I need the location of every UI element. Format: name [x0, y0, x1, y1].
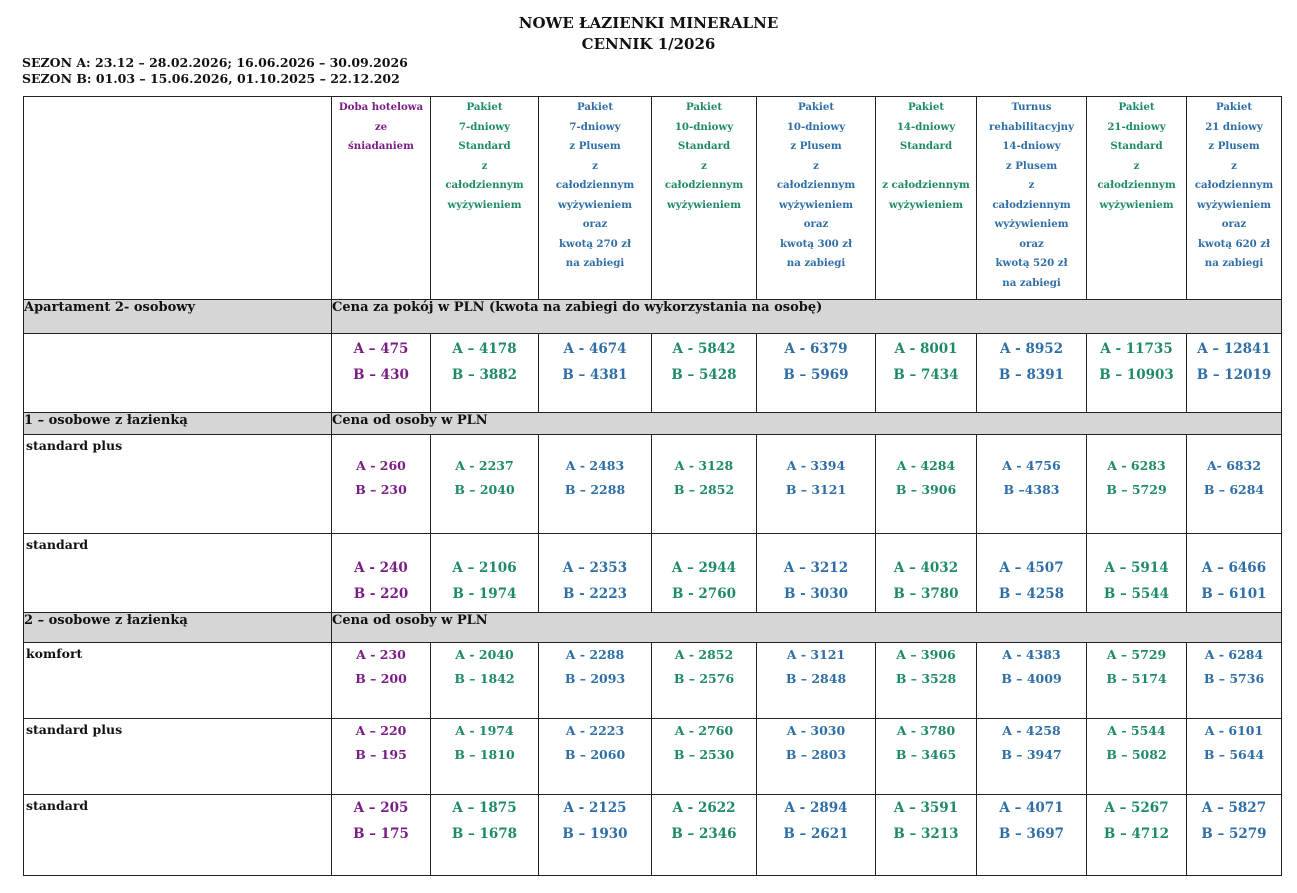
column-header-line: całodziennym: [776, 179, 856, 191]
season-a-price: A – 5729: [1106, 647, 1167, 662]
season-b-price: B – 7434: [893, 367, 959, 383]
season-b-price: B – 2060: [564, 747, 626, 762]
column-header-line: wyżywieniem: [1099, 198, 1174, 211]
season-a-dates: SEZON A: 23.12 – 28.02.2026; 16.06.2026 – 30.09.2026: [22, 55, 408, 70]
room-type-label: standard plus: [24, 435, 332, 534]
price-cell: [876, 719, 977, 795]
season-a-price: A - 2622: [672, 800, 736, 816]
season-b-price: B – 3780: [893, 586, 959, 602]
price-cell: [539, 719, 652, 795]
column-header-line: kwotą 270 zł: [559, 237, 631, 250]
price-cell: [1087, 334, 1187, 413]
season-a-price: A - 230: [356, 647, 406, 662]
season-b-price: B – 6101: [1201, 586, 1267, 602]
column-header-line: wyżywieniem: [447, 198, 522, 211]
season-a-price: A - 2894: [784, 800, 848, 816]
season-a-price: A – 5827: [1201, 800, 1267, 816]
season-b-price: B – 2852: [673, 482, 735, 497]
column-header-line: całodziennym: [445, 179, 524, 191]
column-header-line: całodziennym: [1194, 179, 1274, 191]
season-a-price: A - 3128: [674, 458, 734, 473]
season-b-price: B – 200: [355, 671, 407, 686]
season-b-price: B – 4009: [1001, 671, 1062, 686]
column-header-line: Pakiet: [797, 101, 835, 113]
price-cell: [431, 334, 539, 413]
price-cell: [876, 795, 977, 876]
price-row: [24, 719, 1282, 795]
price-cell: [876, 334, 977, 413]
price-cell: [652, 435, 757, 534]
document-title: NOWE ŁAZIENKI MINERALNE: [518, 14, 779, 32]
room-type-label: komfort: [24, 643, 332, 719]
season-b-price: B – 1842: [454, 671, 515, 686]
season-a-price: A - 3394: [786, 458, 846, 473]
price-cell: [876, 435, 977, 534]
season-a-price: A - 4756: [1002, 458, 1061, 473]
price-cell: [652, 334, 757, 413]
season-b-price: B – 8391: [998, 367, 1065, 383]
column-header-line: Pakiet: [1118, 101, 1155, 113]
season-b-price: B – 5174: [1106, 671, 1167, 686]
column-header-line: z Plusem: [1005, 159, 1058, 172]
price-table: [23, 96, 1282, 876]
column-header-line: całodziennym: [992, 198, 1071, 211]
season-a-price: A - 4674: [563, 341, 627, 357]
season-a-price: A – 3212: [783, 560, 849, 576]
column-header-line: 10-dniowy: [674, 120, 734, 133]
season-b-price: B –4383: [1003, 482, 1060, 497]
season-b-price: B – 5644: [1203, 747, 1265, 762]
season-b-price: B – 5428: [671, 367, 737, 383]
season-b-price: B – 2530: [673, 747, 735, 762]
season-b-price: B - 220: [353, 586, 409, 602]
column-header-line: wyżywieniem: [888, 198, 964, 211]
season-b-price: B - 2223: [563, 586, 627, 602]
season-a-price: A - 2223: [565, 723, 625, 738]
column-header-line: z: [481, 159, 488, 172]
price-cell: [431, 643, 539, 719]
season-a-price: A - 5544: [1107, 723, 1166, 738]
season-b-price: B – 2803: [785, 747, 847, 762]
column-header-line: Pakiet: [466, 101, 503, 113]
column-header-line: Pakiet: [1215, 101, 1253, 113]
column-header: [977, 97, 1087, 300]
price-row: [24, 643, 1282, 719]
price-cell: [1087, 719, 1187, 795]
column-header-line: wyżywieniem: [1196, 198, 1272, 211]
season-a-price: A - 8952: [999, 341, 1064, 357]
column-header-line: Standard: [899, 140, 953, 152]
column-header-line: na zabiegi: [1002, 276, 1061, 289]
season-a-price: A - 2483: [565, 458, 625, 473]
section-header-row: [24, 413, 1282, 435]
season-b-price: B – 1810: [454, 747, 515, 762]
section-label: 1 – osobowe z łazienką: [24, 413, 332, 435]
column-header-line: 14-dniowy: [1002, 140, 1061, 152]
price-cell: [1187, 334, 1282, 413]
column-header-line: całodziennym: [555, 179, 635, 191]
season-a-price: A – 205: [353, 800, 409, 816]
season-b-price: B – 3947: [1001, 747, 1062, 762]
season-b-price: B – 3906: [895, 482, 957, 497]
season-b-price: B – 230: [355, 482, 407, 497]
season-a-price: A – 2106: [452, 560, 517, 576]
season-a-price: A – 3591: [893, 800, 959, 816]
column-header-line: 7-dniowy Standard: [458, 120, 511, 152]
season-b-price: B – 175: [353, 826, 409, 842]
price-cell: [977, 643, 1087, 719]
column-header: [757, 97, 876, 300]
season-b-price: B – 2093: [564, 671, 626, 686]
price-cell: [977, 334, 1087, 413]
column-header: [652, 97, 757, 300]
season-b-price: B – 5279: [1201, 826, 1267, 842]
price-cell: [757, 334, 876, 413]
section-header-row: [24, 613, 1282, 643]
room-type-label: standard plus: [24, 719, 332, 795]
season-a-price: A- 6832: [1206, 458, 1262, 473]
season-b-price: B – 5736: [1203, 671, 1265, 686]
column-header-line: całodziennym: [1097, 179, 1176, 191]
price-cell: [757, 643, 876, 719]
season-a-price: A – 6466: [1201, 560, 1267, 576]
season-b-price: B – 2848: [785, 671, 847, 686]
column-header-line: 21-dniowy: [1107, 120, 1166, 133]
season-a-price: A – 1875: [452, 800, 517, 816]
header-corner-cell: [24, 97, 332, 300]
season-a-price: A - 6101: [1204, 723, 1264, 738]
price-row: [24, 435, 1282, 534]
season-a-price: A - 2852: [674, 647, 734, 662]
season-a-price: A - 2760: [674, 723, 734, 738]
price-cell: [431, 534, 539, 613]
column-header: [876, 97, 977, 300]
season-b-price: B – 4712: [1103, 826, 1170, 842]
price-cell: [876, 643, 977, 719]
column-header-line: z Plusem: [790, 140, 842, 152]
column-header-line: na zabiegi: [1204, 257, 1264, 269]
season-a-price: A - 3121: [786, 647, 846, 662]
season-b-price: B – 3121: [785, 482, 847, 497]
season-a-price: A - 8001: [894, 341, 958, 357]
price-cell: [977, 795, 1087, 876]
price-cell: [332, 643, 431, 719]
column-header-line: z Plusem: [569, 140, 621, 152]
price-cell: [539, 643, 652, 719]
price-cell: [652, 643, 757, 719]
price-cell: [431, 719, 539, 795]
season-a-price: A - 1974: [455, 723, 514, 738]
price-cell: [757, 795, 876, 876]
section-label: 2 – osobowe z łazienką: [24, 613, 332, 643]
column-header-line: 10-dniowy: [786, 120, 846, 133]
room-type-label: [24, 334, 332, 413]
price-cell: [876, 534, 977, 613]
column-header-line: Pakiet: [907, 101, 945, 113]
season-b-price: B – 2621: [783, 826, 849, 842]
section-header-row: [24, 300, 1282, 334]
season-b-price: B – 5729: [1106, 482, 1167, 497]
price-cell: [1087, 643, 1187, 719]
price-cell: [1087, 534, 1187, 613]
price-cell: [1087, 795, 1187, 876]
price-cell: [539, 795, 652, 876]
season-b-price: B – 3882: [451, 367, 518, 383]
column-header-line: kwotą 300 zł: [780, 237, 852, 250]
season-b-price: B – 195: [355, 747, 407, 762]
column-header-line: wyżywieniem: [778, 198, 854, 211]
column-header-line: [876, 157, 976, 177]
season-a-price: A - 240: [354, 560, 408, 576]
season-b-price: B – 6284: [1203, 482, 1265, 497]
price-cell: [652, 719, 757, 795]
season-b-price: B – 2346: [671, 826, 737, 842]
season-a-price: A – 2353: [562, 560, 628, 576]
column-header-line: oraz: [803, 218, 829, 230]
season-b-price: B – 5082: [1106, 747, 1167, 762]
price-cell: [652, 534, 757, 613]
season-a-price: A – 4032: [893, 560, 959, 576]
season-a-price: A - 2237: [455, 458, 514, 473]
price-cell: [757, 719, 876, 795]
season-b-dates: SEZON B: 01.03 – 15.06.2026, 01.10.2025 – 22.12.202: [22, 71, 400, 86]
section-note: Cena od osoby w PLN: [332, 613, 1282, 643]
column-header-line: z: [1133, 159, 1140, 172]
season-b-price: B – 3697: [998, 826, 1065, 842]
column-header: [431, 97, 539, 300]
season-a-price: A – 12841: [1197, 341, 1271, 357]
column-header-line: z: [701, 159, 707, 172]
column-header-line: z całodziennym: [882, 179, 970, 191]
season-a-price: A - 2125: [563, 800, 627, 816]
column-header-line: Pakiet: [576, 101, 614, 113]
season-b-price: B – 1930: [562, 826, 628, 842]
price-row: [24, 334, 1282, 413]
season-a-price: A - 4284: [896, 458, 956, 473]
column-header-line: Standard: [1110, 140, 1163, 152]
column-header-line: z: [592, 159, 598, 172]
season-b-price: B – 4258: [998, 586, 1065, 602]
season-b-price: B – 2576: [673, 671, 735, 686]
season-b-price: B – 10903: [1099, 367, 1174, 383]
price-cell: [1087, 435, 1187, 534]
column-header-line: oraz: [1221, 218, 1247, 230]
season-b-price: B – 2040: [454, 482, 515, 497]
document-subtitle: CENNIK 1/2026: [581, 35, 716, 53]
season-a-price: A - 5842: [672, 341, 736, 357]
column-header-line: Doba hotelowa: [338, 101, 424, 113]
column-header-line: z: [1028, 179, 1035, 191]
price-cell: [332, 334, 431, 413]
price-cell: [1187, 719, 1282, 795]
column-header: [332, 97, 431, 300]
season-b-price: B – 5969: [783, 367, 849, 383]
season-b-price: B – 12019: [1196, 367, 1272, 383]
table-header-row: [24, 97, 1282, 300]
season-a-price: A - 11735: [1100, 341, 1173, 357]
column-header-line: 14-dniowy: [896, 120, 956, 133]
season-a-price: A - 260: [356, 458, 406, 473]
column-header-line: rehabilitacyjny: [988, 120, 1075, 133]
section-note: Cena od osoby w PLN: [332, 413, 1282, 435]
column-header-line: ze: [374, 120, 388, 133]
season-a-price: A - 6283: [1107, 458, 1166, 473]
column-header-line: na zabiegi: [786, 257, 846, 269]
price-cell: [539, 534, 652, 613]
season-a-price: A – 4071: [999, 800, 1064, 816]
season-b-price: B – 3213: [893, 826, 959, 842]
column-header-line: kwotą 520 zł: [995, 257, 1068, 269]
column-header-line: Standard: [677, 140, 731, 152]
season-a-price: A - 3030: [786, 723, 846, 738]
season-a-price: A – 3906: [896, 647, 956, 662]
section-note: Cena za pokój w PLN (kwota na zabiegi do wykorzystania na osobę): [332, 300, 1282, 334]
season-b-price: B – 430: [353, 367, 409, 383]
price-cell: [977, 534, 1087, 613]
column-header-line: z: [813, 159, 819, 172]
column-header: [539, 97, 652, 300]
season-b-price: B – 2288: [564, 482, 626, 497]
column-header: [1087, 97, 1187, 300]
season-a-price: A – 5914: [1104, 560, 1169, 576]
season-a-price: A - 3780: [896, 723, 956, 738]
season-b-price: B - 1974: [452, 586, 517, 602]
column-header-line: oraz: [582, 218, 608, 230]
season-b-price: B – 5544: [1103, 586, 1170, 602]
price-cell: [332, 719, 431, 795]
column-header: [1187, 97, 1282, 300]
season-a-price: A – 220: [355, 723, 407, 738]
season-b-price: B – 3528: [895, 671, 957, 686]
season-a-price: A - 6379: [784, 341, 848, 357]
column-header-line: śniadaniem: [348, 140, 414, 152]
price-cell: [757, 534, 876, 613]
season-b-price: B – 4381: [562, 367, 628, 383]
column-header-line: całodziennym: [664, 179, 744, 191]
price-cell: [431, 435, 539, 534]
price-cell: [1187, 643, 1282, 719]
price-cell: [757, 435, 876, 534]
room-type-label: standard: [24, 534, 332, 613]
price-cell: [1187, 534, 1282, 613]
column-header-line: na zabiegi: [565, 257, 625, 269]
column-header-line: wyżywieniem: [666, 198, 742, 211]
season-a-price: A - 4258: [1002, 723, 1061, 738]
season-a-price: A - 6284: [1204, 647, 1264, 662]
price-cell: [652, 795, 757, 876]
price-cell: [977, 435, 1087, 534]
column-header-line: 21 dniowy: [1205, 120, 1263, 133]
season-b-price: B - 3030: [784, 586, 848, 602]
season-a-price: A - 2040: [455, 647, 514, 662]
season-a-price: A - 4383: [1002, 647, 1061, 662]
season-b-price: B – 1678: [451, 826, 518, 842]
column-header-line: wyżywieniem: [557, 198, 633, 211]
price-cell: [977, 719, 1087, 795]
price-cell: [539, 435, 652, 534]
column-header-line: wyżywieniem: [994, 218, 1069, 230]
price-cell: [332, 435, 431, 534]
season-a-price: A – 5267: [1104, 800, 1169, 816]
price-cell: [1187, 435, 1282, 534]
room-type-label: standard: [24, 795, 332, 876]
price-row: [24, 795, 1282, 876]
season-a-price: A – 475: [353, 341, 409, 357]
price-row: [24, 534, 1282, 613]
column-header-line: z Plusem: [1208, 140, 1260, 152]
column-header-line: Turnus: [1011, 101, 1052, 113]
column-header-line: 7-dniowy: [569, 120, 621, 133]
column-header-line: oraz: [1019, 237, 1044, 250]
section-label: Apartament 2- osobowy: [24, 300, 332, 334]
column-header-line: Pakiet: [685, 101, 723, 113]
price-cell: [1187, 795, 1282, 876]
season-a-price: A – 4507: [999, 560, 1064, 576]
season-a-price: A – 2944: [671, 560, 737, 576]
season-b-price: B – 3465: [895, 747, 957, 762]
season-b-price: B - 2760: [672, 586, 736, 602]
column-header-line: z: [1231, 159, 1237, 172]
season-a-price: A – 4178: [452, 341, 517, 357]
season-a-price: A - 2288: [565, 647, 625, 662]
column-header-line: kwotą 620 zł: [1198, 237, 1270, 250]
price-cell: [539, 334, 652, 413]
price-cell: [332, 534, 431, 613]
price-cell: [431, 795, 539, 876]
price-cell: [332, 795, 431, 876]
